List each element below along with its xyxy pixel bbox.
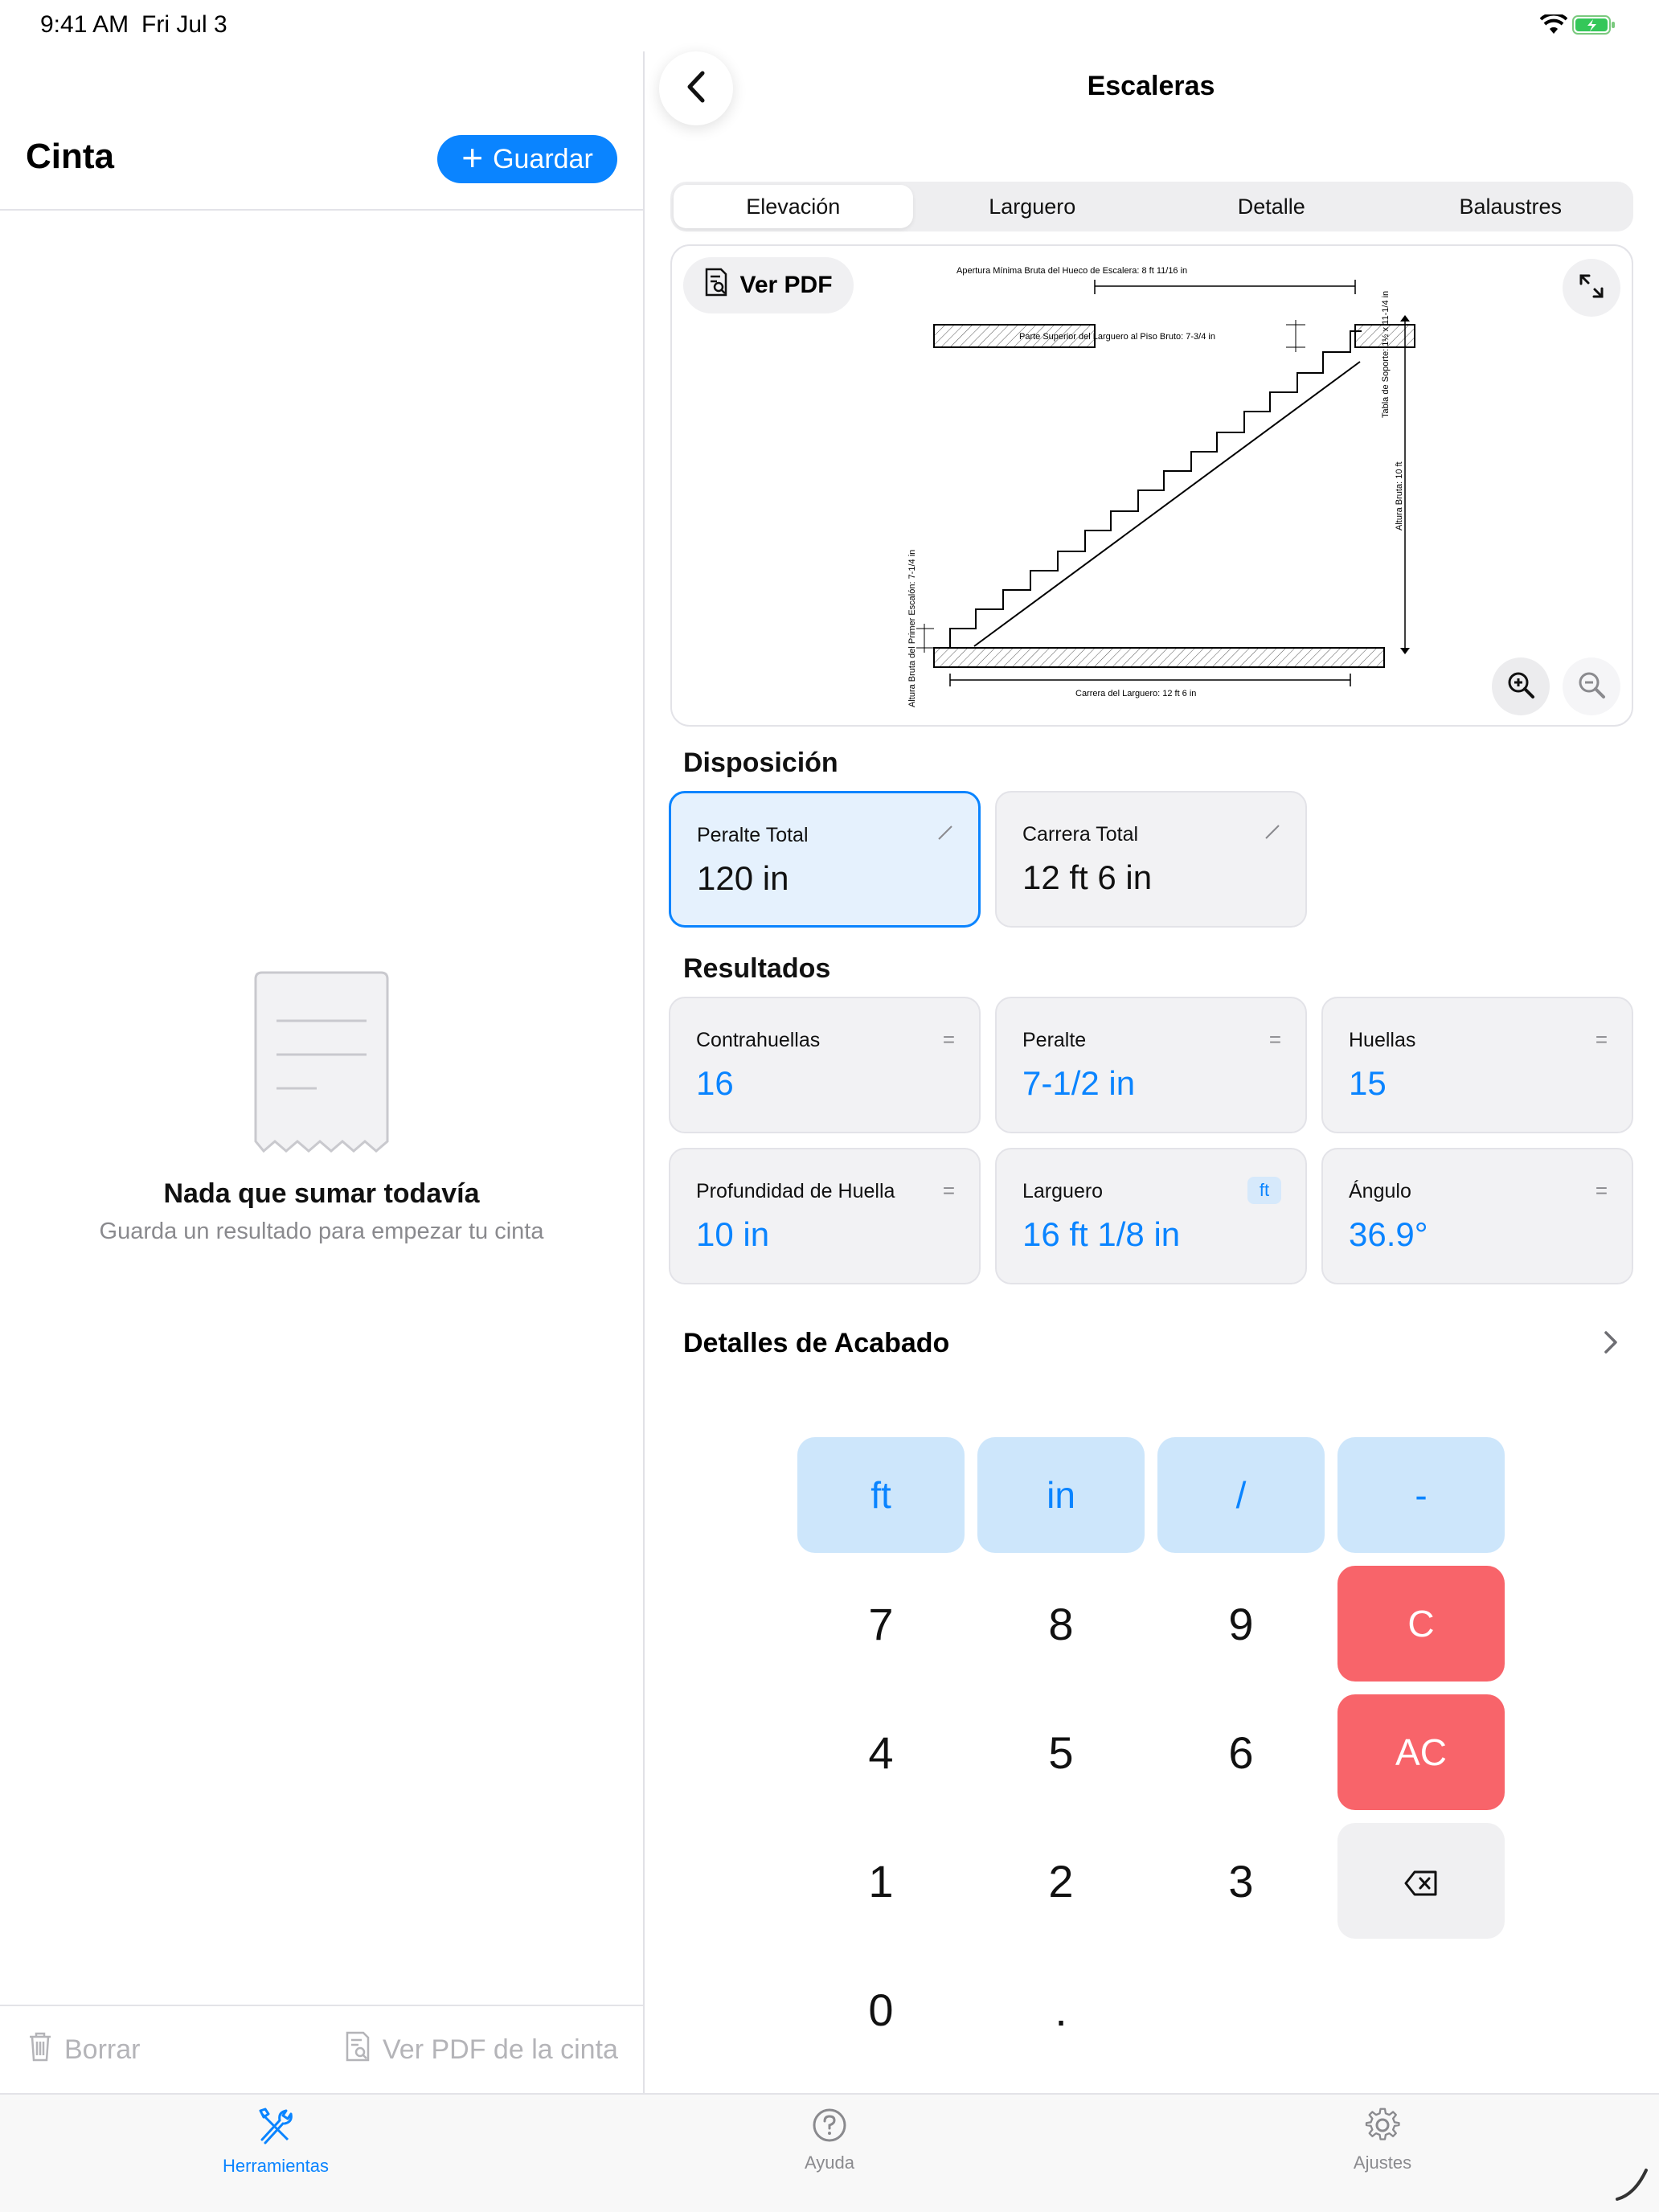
- label-run: Carrera del Larguero: 12 ft 6 in: [1075, 689, 1197, 698]
- equals-icon: =: [942, 1027, 955, 1051]
- key-0[interactable]: 0: [868, 1984, 894, 2035]
- key-2[interactable]: 2: [1048, 1855, 1074, 1907]
- layout-section-title: Disposición: [683, 748, 838, 778]
- backspace-icon: [1403, 1855, 1439, 1907]
- sidebar-title: Cinta: [26, 137, 114, 176]
- stair-elevation-diagram[interactable]: [876, 257, 1439, 715]
- save-button[interactable]: [437, 135, 617, 183]
- card-value: 12 ft 6 in: [1022, 858, 1153, 896]
- tab-label: Ayuda: [805, 2153, 854, 2173]
- card-value: 16 ft 1/8 in: [1022, 1215, 1181, 1253]
- stair-steps: [950, 331, 1362, 648]
- key-7[interactable]: 7: [868, 1598, 894, 1649]
- total-run-card[interactable]: [995, 791, 1307, 928]
- card-value: 36.9°: [1349, 1215, 1428, 1253]
- card-label: Profundidad de Huella: [696, 1180, 895, 1202]
- page-title: Escaleras: [1087, 71, 1215, 101]
- view-pdf-button[interactable]: [683, 257, 854, 313]
- finish-details-row[interactable]: Detalles de Acabado: [683, 1328, 950, 1358]
- card-value: 15: [1349, 1064, 1387, 1102]
- plus-icon: +: [461, 137, 484, 178]
- empty-state-subtitle: Guarda un resultado para empezar tu cinta: [99, 1219, 544, 1244]
- label-header-board: Tabla de Soporte: 1½ x 11-1/4 in: [1381, 290, 1391, 418]
- tab-balaustres[interactable]: Balaustres: [1459, 194, 1563, 219]
- chevron-right-icon: [1600, 1326, 1624, 1358]
- key-5[interactable]: 5: [1048, 1727, 1074, 1778]
- key-8[interactable]: 8: [1048, 1598, 1074, 1649]
- card-label: Peralte: [1022, 1029, 1087, 1051]
- label-total-height: Altura Bruta: 10 ft: [1395, 461, 1404, 530]
- tools-icon: [256, 2108, 296, 2151]
- panel-divider: [643, 51, 645, 2093]
- status-date: Fri Jul 3: [141, 11, 227, 38]
- card-value: 7-1/2 in: [1022, 1064, 1136, 1102]
- label-opening: Apertura Mínima Bruta del Hueco de Escalera: 8 ft 11/16 in: [956, 266, 1188, 276]
- chevron-left-icon: [685, 70, 707, 108]
- clear-button-label: Borrar: [64, 2034, 141, 2065]
- key-3[interactable]: 3: [1228, 1855, 1254, 1907]
- expand-arrows-icon: [1578, 272, 1605, 304]
- help-circle-icon: [812, 2108, 847, 2148]
- card-label: Ángulo: [1349, 1180, 1411, 1202]
- label-first-step: Altura Bruta del Primer Escalón: 7-1/4 in: [907, 549, 917, 707]
- view-pdf-label: Ver PDF: [739, 272, 833, 298]
- zoom-out-icon: [1577, 670, 1606, 703]
- total-rise-card[interactable]: [669, 791, 981, 928]
- key-decimal[interactable]: .: [1055, 1984, 1067, 2035]
- zoom-in-button[interactable]: [1492, 657, 1550, 715]
- tab-elevacion[interactable]: Elevación: [674, 185, 913, 228]
- result-card-tread-depth[interactable]: [669, 1148, 981, 1284]
- equals-icon: =: [1595, 1027, 1608, 1051]
- label-top-stringer: Parte Superior del Larguero al Piso Bruto: 7-3/4 in: [1019, 332, 1215, 342]
- tab-ayuda[interactable]: [709, 2108, 950, 2173]
- key-9[interactable]: 9: [1228, 1598, 1254, 1649]
- sidebar-divider: [0, 209, 643, 211]
- pencil-icon: [936, 822, 954, 847]
- unit-badge[interactable]: ft: [1247, 1177, 1281, 1204]
- receipt-icon: [249, 971, 394, 1156]
- card-value: 16: [696, 1064, 734, 1102]
- key-clear[interactable]: C: [1337, 1566, 1505, 1682]
- expand-button[interactable]: [1563, 259, 1620, 317]
- view-tape-pdf-label: Ver PDF de la cinta: [383, 2034, 618, 2065]
- sidebar-bottom-divider: [0, 2005, 643, 2006]
- key-all-clear[interactable]: AC: [1337, 1694, 1505, 1810]
- card-label: Larguero: [1022, 1180, 1104, 1202]
- tab-herramientas[interactable]: [155, 2108, 396, 2177]
- zoom-in-icon: [1506, 670, 1535, 703]
- equals-icon: =: [942, 1178, 955, 1202]
- tab-label: Ajustes: [1353, 2153, 1412, 2173]
- stringer-line: [974, 362, 1360, 646]
- result-card-treads[interactable]: [1321, 997, 1633, 1133]
- wifi-icon: [1540, 14, 1567, 39]
- status-time: 9:41 AM: [40, 11, 129, 38]
- result-card-angle[interactable]: [1321, 1148, 1633, 1284]
- key-in[interactable]: in: [977, 1437, 1145, 1553]
- result-card-rise[interactable]: [995, 997, 1307, 1133]
- tab-ajustes[interactable]: [1262, 2108, 1503, 2173]
- back-button[interactable]: [659, 51, 733, 125]
- gear-icon: [1365, 2108, 1400, 2148]
- key-1[interactable]: 1: [868, 1855, 894, 1907]
- key-6[interactable]: 6: [1228, 1727, 1254, 1778]
- pencil-icon: [1264, 821, 1281, 846]
- card-value: 120 in: [697, 859, 789, 897]
- tab-detalle[interactable]: Detalle: [1237, 194, 1305, 219]
- battery-icon: [1572, 14, 1617, 39]
- equals-icon: =: [1595, 1178, 1608, 1202]
- empty-state-title: Nada que sumar todavía: [163, 1178, 480, 1209]
- result-card-stringer[interactable]: [995, 1148, 1307, 1284]
- key-ft[interactable]: ft: [797, 1437, 965, 1553]
- save-button-label: Guardar: [493, 143, 593, 174]
- results-section-title: Resultados: [683, 953, 831, 984]
- view-tape-pdf-button[interactable]: [344, 2030, 618, 2070]
- clear-button[interactable]: [27, 2030, 140, 2070]
- tab-label: Herramientas: [222, 2156, 330, 2176]
- tab-larguero[interactable]: Larguero: [989, 194, 1076, 219]
- card-label: Carrera Total: [1022, 823, 1139, 846]
- corner-handle: [1611, 2162, 1651, 2206]
- card-value: 10 in: [696, 1215, 770, 1253]
- card-label: Huellas: [1349, 1029, 1416, 1051]
- segmented-tabs: [670, 182, 1633, 231]
- key-backspace[interactable]: [1337, 1823, 1505, 1939]
- key-slash[interactable]: /: [1157, 1437, 1325, 1553]
- card-label: Contrahuellas: [696, 1029, 821, 1051]
- key-4[interactable]: 4: [868, 1727, 894, 1778]
- trash-icon: [27, 2030, 53, 2070]
- document-search-icon: [344, 2030, 371, 2070]
- lower-floor: [934, 648, 1384, 667]
- key-dash[interactable]: -: [1337, 1437, 1505, 1553]
- zoom-out-button[interactable]: [1563, 657, 1620, 715]
- result-card-risers[interactable]: [669, 997, 981, 1133]
- card-label: Peralte Total: [697, 824, 809, 846]
- equals-icon: =: [1268, 1027, 1281, 1051]
- document-search-icon: [704, 267, 728, 304]
